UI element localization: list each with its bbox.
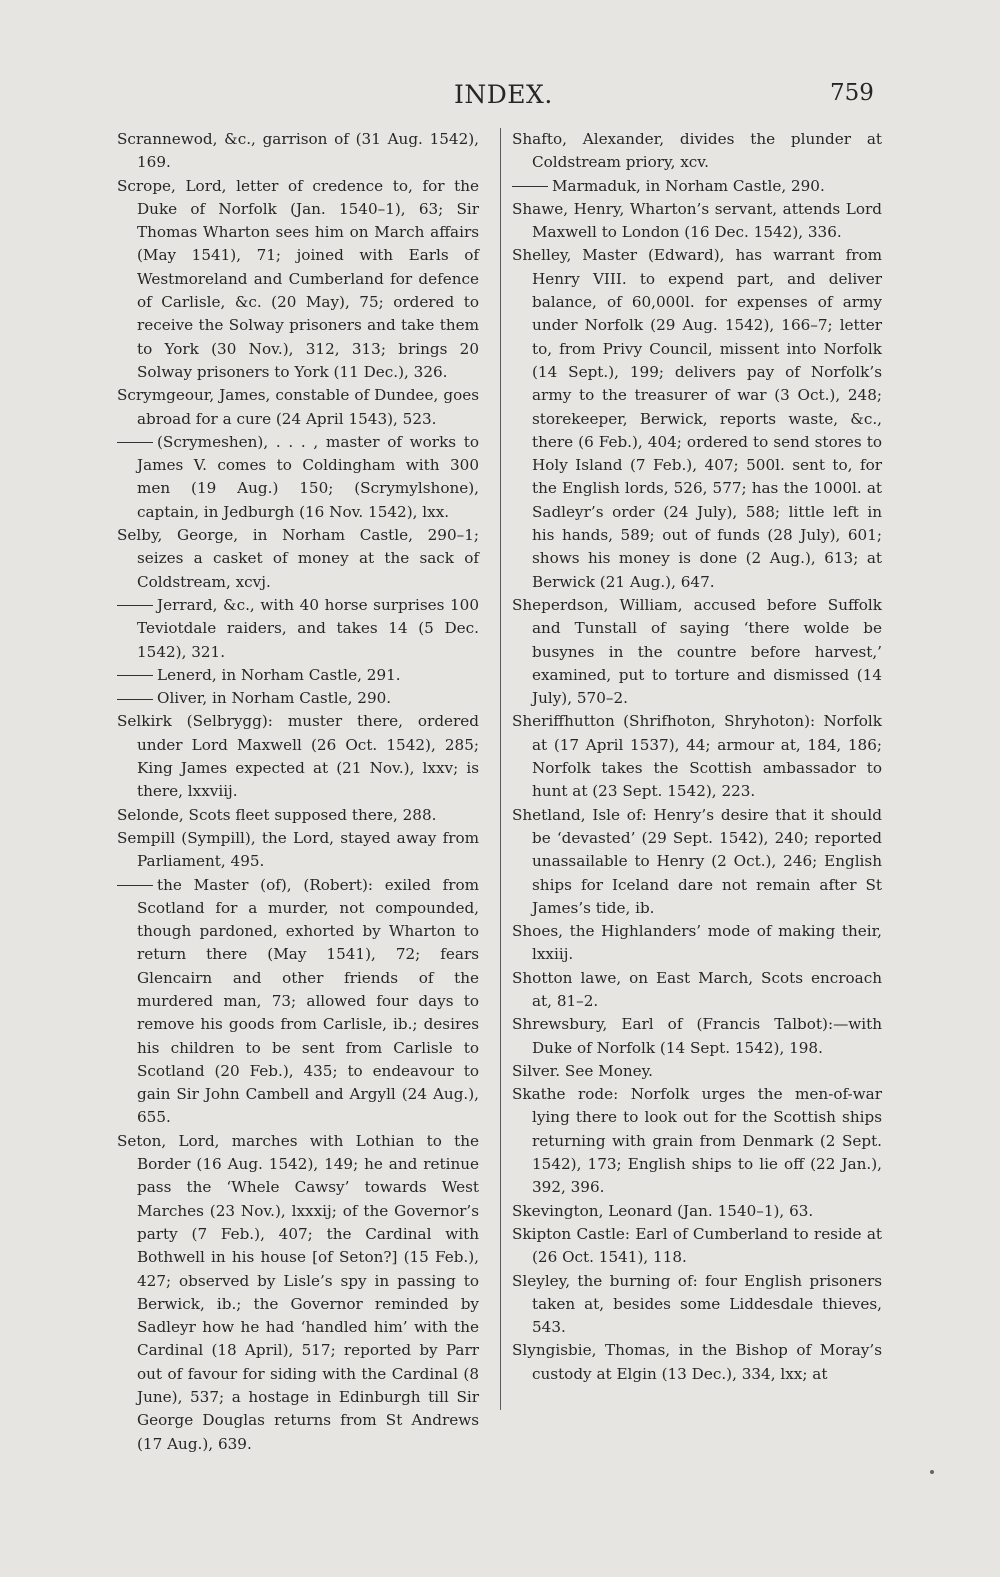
index-entry bbox=[512, 1013, 882, 1060]
index-entry-text: Sleyley, the burning of: four English prisoners taken at, besides some Liddesdale thieves, 543. bbox=[512, 1271, 882, 1337]
index-entry-text: (Scrymeshen), . . . , master of works to James V. comes to Coldingham with 300 men (19 Aug.) 150; (Scrymylshone), captain, in Jedburgh (16 Nov. 1542), lxx. bbox=[137, 432, 479, 521]
index-entry bbox=[117, 827, 479, 874]
index-entry bbox=[512, 920, 882, 967]
index-entry bbox=[512, 175, 882, 198]
index-entry-text: Shafto, Alexander, divides the plunder at Coldstream priory, xcv. bbox=[512, 130, 882, 172]
index-entry bbox=[117, 524, 479, 594]
index-entry-text: Shotton lawe, on East March, Scots encroach at, 81–2. bbox=[512, 968, 882, 1010]
right-column bbox=[512, 128, 882, 1386]
ditto-dash bbox=[117, 605, 153, 606]
ditto-dash bbox=[512, 186, 548, 187]
index-entry-text: Shelley, Master (Edward), has warrant from Henry VIII. to expend part, and deliver balance, of 60,000l. for expenses of army under Norfolk (29 Aug. 1542), 166–7; letter to, from Privy Council, missent into Norfolk (14 Sept.), 199; delivers pay of Norfolk’s army to the treasurer of war (3 Oct.), 248; storekeeper, Berwick, reports waste, &c., there (6 Feb.), 404; ordered to send stores to Holy Island (7 Feb.), 407; 500l. sent to, for the English lords, 526, 577; has the 1000l. at Sadleyr’s order (24 July), 588; little left in his hands, 589; out of funds (28 July), 601; shows his money is done (2 Aug.), 613; at Berwick (21 Aug.), 647. bbox=[512, 246, 882, 591]
left-column bbox=[117, 128, 479, 1456]
index-entry bbox=[117, 431, 479, 524]
index-entry-text: the Master (of), (Robert): exiled from Scotland for a murder, not compounded, though pardoned, exhorted by Wharton to return there (May 1541), 72; fears Glencairn and other friends of the murdered man, 73; allowed four days to remove his goods from Carlisle, ib.; desires his children to be sent from Carlisle to Scotland (20 Feb.), 435; to endeavour to gain Sir John Cambell and Argyll (24 Aug.), 655. bbox=[137, 875, 479, 1127]
ditto-dash bbox=[117, 442, 153, 443]
column-divider bbox=[500, 128, 501, 1410]
index-entry bbox=[117, 384, 479, 431]
index-entry-text: Scrope, Lord, letter of credence to, for the Duke of Norfolk (Jan. 1540–1), 63; Sir Thomas Wharton sees him on March affairs (May 1541), 71; joined with Earls of Westmoreland and Cumberland for defence of Carlisle, &c. (20 May), 75; ordered to receive the Solway prisoners and take them to York (30 Nov.), 312, 313; brings 20 Solway prisoners to York (11 Dec.), 326. bbox=[117, 176, 479, 381]
index-entry bbox=[117, 1130, 479, 1456]
index-entry bbox=[512, 1339, 882, 1386]
index-entry bbox=[512, 1083, 882, 1199]
index-entry-text: Seton, Lord, marches with Lothian to the Border (16 Aug. 1542), 149; he and retinue pass the ‘Whele Cawsy’ towards West Marches (23 Nov.), lxxxij; of the Governor’s party (7 Feb.), 407; the Cardinal with Bothwell in his house [of Seton?] (15 Feb.), 427; observed by Lisle’s spy in passing to Berwick, ib.; the Governor reminded by Sadleyr how he had ‘handled him’ with the Cardinal (18 April), 517; reported by Parr out of favour for siding with the Cardinal (8 June), 537; a hostage in Edinburgh till Sir George Douglas returns from St Andrews (17 Aug.), 639. bbox=[117, 1131, 479, 1453]
index-entry-text: Selonde, Scots fleet supposed there, 288. bbox=[117, 805, 437, 824]
index-entry-text: Scrannewod, &c., garrison of (31 Aug. 1542), 169. bbox=[117, 130, 479, 172]
index-entry-text: Sheperdson, William, accused before Suffolk and Tunstall of saying ‘there wolde be busynes in the countre before harvest,’ examined, put to torture and dismissed (14 July), 570–2. bbox=[512, 595, 882, 708]
index-entry-text: Silver. See Money. bbox=[512, 1061, 653, 1080]
ditto-dash bbox=[117, 675, 153, 676]
index-entry bbox=[117, 128, 479, 175]
index-entry-text: Shrewsbury, Earl of (Francis Talbot):—with Duke of Norfolk (14 Sept. 1542), 198. bbox=[512, 1015, 882, 1057]
running-head bbox=[0, 80, 1000, 114]
index-entry bbox=[512, 244, 882, 593]
index-entry-text: Shetland, Isle of: Henry’s desire that it should be ‘devasted’ (29 Sept. 1542), 240; reported unassailable to Henry (2 Oct.), 246; English ships for Iceland dare not remain after St James’s tide, ib. bbox=[512, 805, 882, 917]
page-number: 759 bbox=[830, 80, 874, 106]
index-entry bbox=[117, 594, 479, 664]
index-entry-text: Selby, George, in Norham Castle, 290–1; seizes a casket of money at the sack of Coldstream, xcvj. bbox=[117, 526, 479, 591]
index-entry-text: Scrymgeour, James, constable of Dundee, goes abroad for a cure (24 April 1543), 523. bbox=[117, 386, 479, 428]
index-entry-text: Jerrard, &c., with 40 horse surprises 100 Teviotdale raiders, and takes 14 (5 Dec. 1542), 321. bbox=[137, 595, 479, 661]
index-entry-text: Sempill (Sympill), the Lord, stayed away from Parliament, 495. bbox=[117, 828, 479, 871]
index-entry bbox=[512, 594, 882, 710]
ditto-dash bbox=[117, 885, 153, 886]
index-entry-text: Selkirk (Selbrygg): muster there, ordered under Lord Maxwell (26 Oct. 1542), 285; King James expected at (21 Nov.), lxxv; is there, lxxviij. bbox=[117, 712, 479, 801]
index-entry bbox=[117, 175, 479, 385]
index-entry bbox=[512, 1200, 882, 1223]
index-entry-text: Shoes, the Highlanders’ mode of making their, lxxiij. bbox=[512, 922, 882, 964]
index-entry bbox=[117, 874, 479, 1130]
index-entry bbox=[117, 804, 479, 827]
index-entry-text: Lenerd, in Norham Castle, 291. bbox=[157, 665, 401, 684]
index-entry-text: Oliver, in Norham Castle, 290. bbox=[157, 689, 392, 708]
page-speck bbox=[930, 1470, 934, 1474]
index-entry-text: Skipton Castle: Earl of Cumberland to reside at (26 Oct. 1541), 118. bbox=[512, 1224, 882, 1267]
index-entry bbox=[512, 1060, 882, 1083]
index-entry bbox=[512, 804, 882, 920]
index-entry-text: Slyngisbie, Thomas, in the Bishop of Moray’s custody at Elgin (13 Dec.), 334, lxx; at bbox=[512, 1341, 882, 1383]
index-entry bbox=[512, 198, 882, 245]
index-entry-text: Shawe, Henry, Wharton’s servant, attends Lord Maxwell to London (16 Dec. 1542), 336. bbox=[512, 199, 882, 242]
index-entry bbox=[512, 710, 882, 803]
ditto-dash bbox=[117, 699, 153, 700]
index-entry bbox=[117, 710, 479, 803]
page-title: INDEX. bbox=[454, 80, 553, 109]
index-entry bbox=[512, 1223, 882, 1270]
index-entry bbox=[117, 687, 479, 710]
index-entry-text: Sheriffhutton (Shrifhoton, Shryhoton): Norfolk at (17 April 1537), 44; armour at, 184, 186; Norfolk takes the Scottish ambassador to hunt at (23 Sept. 1542), 223. bbox=[512, 712, 882, 801]
index-entry bbox=[117, 664, 479, 687]
index-entry bbox=[512, 967, 882, 1014]
index-entry bbox=[512, 128, 882, 175]
index-entry-text: Marmaduk, in Norham Castle, 290. bbox=[552, 176, 825, 195]
index-entry-text: Skevington, Leonard (Jan. 1540–1), 63. bbox=[512, 1201, 814, 1220]
index-entry bbox=[512, 1270, 882, 1340]
index-entry-text: Skathe rode: Norfolk urges the men-of-war lying there to look out for the Scottish ships returning with grain from Denmark (2 Sept. 1542), 173; English ships to lie off (22 Jan.), 392, 396. bbox=[512, 1085, 882, 1197]
